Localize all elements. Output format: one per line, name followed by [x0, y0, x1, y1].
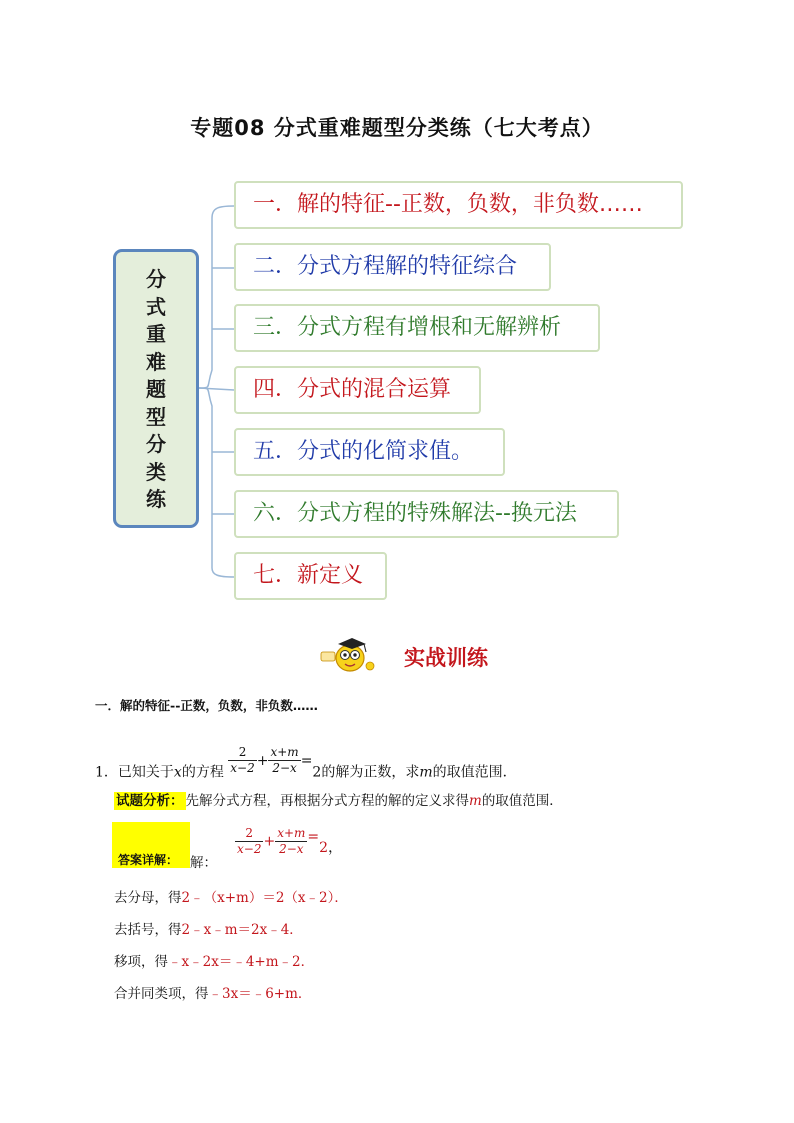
solution-step — [114, 918, 303, 938]
mind-map-root-label — [116, 266, 196, 514]
root-char: 重 — [146, 322, 166, 346]
analysis-text: 的取值范围． — [481, 793, 563, 809]
denominator: 2−x — [272, 761, 297, 775]
step-label: 移项，得 — [114, 954, 168, 970]
root-char: 分 — [146, 432, 166, 456]
fraction — [235, 826, 263, 857]
plus-sign: + — [263, 833, 276, 850]
numerator: x+m — [270, 745, 299, 759]
answer-label: 答案详解： — [118, 853, 179, 867]
plus-sign: + — [256, 752, 269, 769]
root-char: 式 — [146, 294, 166, 319]
solution-step — [114, 886, 348, 906]
step-expression: ﹣3x＝﹣6+m． — [208, 986, 312, 1002]
branch-3: 三．分式方程有增根和无解辨析 — [234, 304, 600, 352]
branch-7: 七．新定义 — [234, 552, 387, 600]
root-char: 难 — [146, 349, 166, 374]
branch-5: 五．分式的化简求值。 — [234, 428, 505, 476]
mascot-icon — [318, 636, 378, 676]
question-number: 1． — [95, 764, 118, 781]
answer-equation — [235, 826, 342, 857]
step-expression: ﹣x﹣2x＝﹣4+m﹣2． — [168, 954, 315, 970]
question-text: 的解为正数，求 — [321, 764, 420, 781]
solution-step — [114, 982, 311, 1002]
root-char: 类 — [146, 459, 166, 484]
numerator: 2 — [228, 745, 256, 761]
root-char: 分 — [146, 267, 166, 291]
step-label: 合并同类项，得 — [114, 986, 209, 1002]
var-m: m — [469, 793, 482, 809]
var-x: x — [173, 764, 182, 781]
root-char: 练 — [146, 487, 166, 511]
step-expression: 2﹣x﹣m＝2x﹣4． — [181, 922, 303, 938]
solution-step — [114, 950, 314, 970]
fraction — [228, 745, 256, 776]
analysis-label: 试题分析： — [116, 793, 184, 809]
analysis — [114, 789, 563, 809]
step-expression: 2﹣（x+m）＝2（x﹣2）． — [181, 890, 348, 906]
denominator: x−2 — [237, 842, 262, 856]
fraction — [268, 745, 300, 776]
equals-sign: = — [300, 752, 313, 769]
section-heading: 一．解的特征--正数，负数，非负数…… — [95, 698, 318, 713]
rhs: 2 — [319, 839, 329, 856]
numerator: 2 — [235, 826, 263, 842]
step-label: 去分母，得 — [114, 890, 182, 906]
var-m: m — [419, 764, 433, 781]
question-text: 的方程 — [181, 764, 224, 781]
page-title: 专题08 分式重难题型分类练（七大考点） — [190, 116, 604, 140]
comma: ， — [328, 839, 343, 856]
numerator: x+m — [277, 826, 306, 840]
branch-4: 四．分式的混合运算 — [234, 366, 481, 414]
banner-title: 实战训练 — [404, 646, 488, 670]
question-1 — [95, 745, 517, 788]
fraction — [275, 826, 307, 857]
mind-map-root — [113, 249, 199, 528]
question-text: 已知关于 — [117, 764, 174, 781]
denominator: 2−x — [279, 842, 304, 856]
rhs: 2 — [312, 764, 322, 781]
analysis-text: 先解分式方程，再根据分式方程的解的定义求得 — [185, 793, 469, 809]
branch-6: 六．分式方程的特殊解法--换元法 — [234, 490, 619, 538]
root-char: 题 — [146, 377, 166, 401]
question-text: 的取值范围． — [432, 764, 517, 781]
branch-1: 一．解的特征--正数，负数，非负数…… — [234, 181, 683, 229]
denominator: x−2 — [230, 761, 255, 775]
branch-2: 二．分式方程解的特征综合 — [234, 243, 551, 291]
equals-sign: = — [307, 828, 320, 845]
step-label: 去括号，得 — [114, 922, 182, 938]
solution-prefix: 解： — [190, 855, 217, 871]
root-char: 型 — [146, 404, 166, 429]
